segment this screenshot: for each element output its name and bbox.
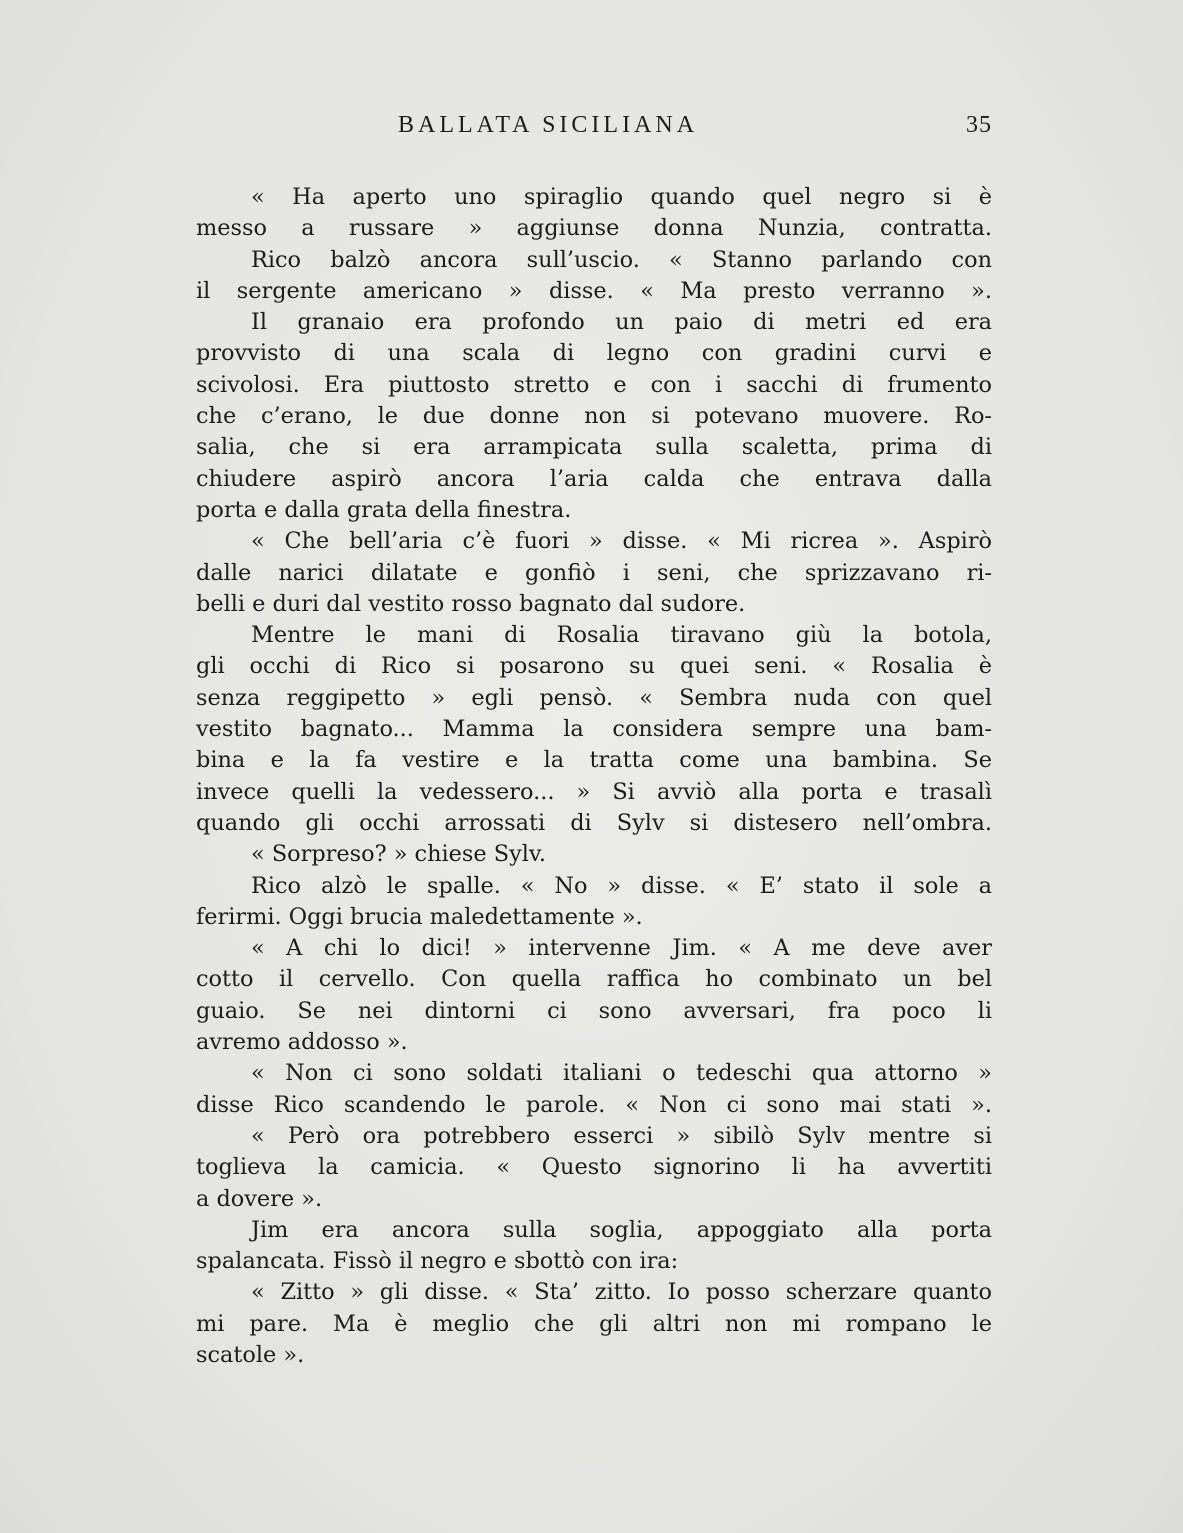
text-line: belli e duri dal vestito rosso bagnato dal sudore. (196, 590, 746, 617)
text-line: Jim era ancora sulla soglia, appoggiato alla porta (251, 1216, 992, 1243)
text-line: dalle narici dilatate e gonfiò i seni, che sprizzavano ri- (196, 559, 992, 586)
text-line: che c’erano, le due donne non si potevano muovere. Ro- (196, 403, 992, 430)
text-line: Rico alzò le spalle. « No » disse. « E’ stato il sole a (251, 872, 992, 899)
text-line: guaio. Se nei dintorni ci sono avversari, fra poco li (196, 997, 992, 1024)
text-line: il sergente americano » disse. « Ma presto verranno ». (196, 277, 992, 304)
running-head (196, 112, 992, 144)
text-line: scatole ». (196, 1341, 305, 1368)
text-line: « A chi lo dici! » intervenne Jim. « A me deve aver (251, 935, 992, 962)
running-title: BALLATA SICILIANA (398, 112, 699, 138)
text-line: gli occhi di Rico si posarono su quei seni. « Rosalia è (196, 653, 992, 680)
text-line: Rico balzò ancora sull’uscio. « Stanno parlando con (251, 246, 992, 273)
text-line: salia, che si era arrampicata sulla scaletta, prima di (196, 434, 992, 461)
text-line: senza reggipetto » egli pensò. « Sembra nuda con quel (196, 684, 992, 711)
text-line: « Non ci sono soldati italiani o tedeschi qua attorno » (251, 1060, 992, 1087)
text-line: mi pare. Ma è meglio che gli altri non mi rompano le (196, 1310, 992, 1337)
text-line: scivolosi. Era piuttosto stretto e con i sacchi di frumento (196, 371, 992, 398)
text-line: « Che bell’aria c’è fuori » disse. « Mi ricrea ». Aspirò (251, 528, 992, 555)
text-line: quando gli occhi arrossati di Sylv si distesero nell’ombra. (196, 809, 992, 836)
text-line: « Sorpreso? » chiese Sylv. (251, 841, 547, 868)
text-line: Mentre le mani di Rosalia tiravano giù la botola, (251, 622, 992, 649)
text-line: chiudere aspirò ancora l’aria calda che entrava dalla (196, 465, 992, 492)
text-line: porta e dalla grata della finestra. (196, 496, 572, 523)
text-line: spalancata. Fissò il negro e sbottò con ira: (196, 1248, 679, 1275)
text-line: Il granaio era profondo un paio di metri ed era (251, 309, 992, 336)
text-line: ferirmi. Oggi brucia maledettamente ». (196, 903, 643, 930)
page-number: 35 (966, 112, 992, 138)
text-line: avremo addosso ». (196, 1029, 408, 1056)
text-line: « Però ora potrebbero esserci » sibilò Sylv mentre si (251, 1122, 992, 1149)
text-line: bina e la fa vestire e la tratta come una bambina. Se (196, 747, 992, 774)
text-line: « Ha aperto uno spiraglio quando quel negro si è (251, 184, 992, 210)
text-line: invece quelli la vedessero... » Si avviò alla porta e trasalì (196, 778, 992, 805)
text-line: disse Rico scandendo le parole. « Non ci sono mai stati ». (196, 1091, 992, 1118)
body-text (196, 182, 992, 1371)
text-line: a dovere ». (196, 1185, 323, 1212)
text-line: cotto il cervello. Con quella raffica ho combinato un bel (196, 966, 992, 993)
text-line: messo a russare » aggiunse donna Nunzia, contratta. (196, 215, 992, 242)
text-line: « Zitto » gli disse. « Sta’ zitto. Io posso scherzare quanto (251, 1279, 992, 1306)
text-line: toglieva la camicia. « Questo signorino li ha avvertiti (196, 1154, 992, 1181)
text-line: vestito bagnato... Mamma la considera sempre una bam- (196, 716, 992, 743)
text-line: provvisto di una scala di legno con gradini curvi e (196, 340, 992, 367)
